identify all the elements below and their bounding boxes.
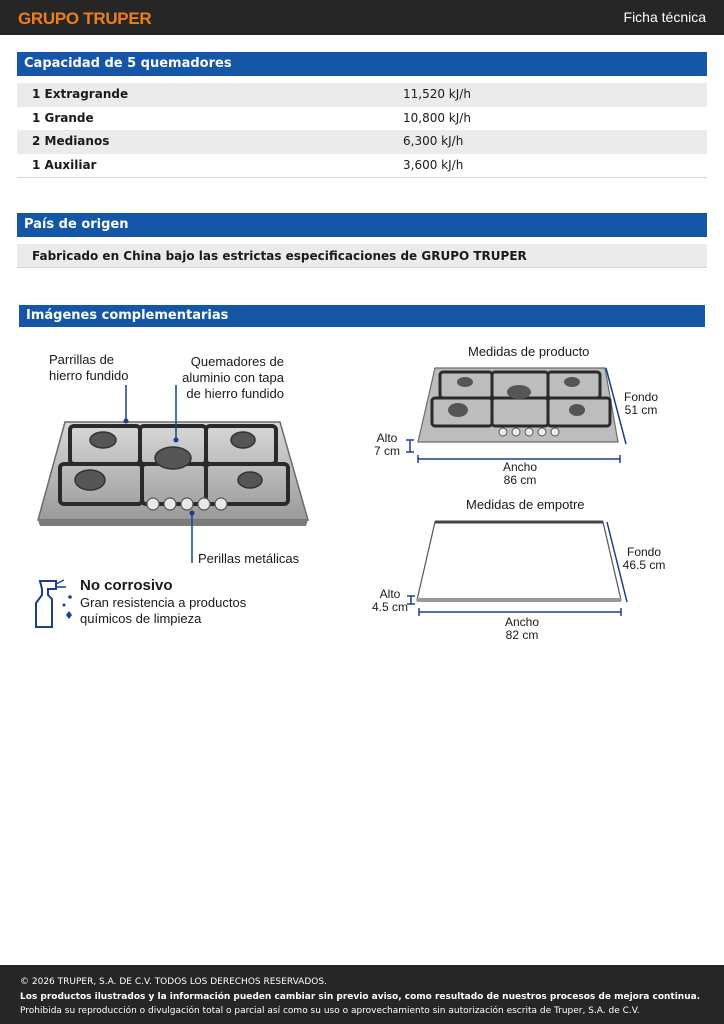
feature-title: No corrosivo [80, 577, 173, 594]
table-row [17, 83, 707, 107]
row-label: 1 Grande [32, 110, 94, 125]
footer-disclaimer: Los productos ilustrados y la información pueden cambiar sin previo aviso, como resultado de nuestros procesos de mejora continua. [20, 991, 701, 1002]
origin-text: Fabricado en China bajo las estrictas especificaciones de GRUPO TRUPER [17, 244, 707, 268]
callout-knobs: Perillas metálicas [198, 551, 300, 566]
table-row [17, 130, 707, 154]
product-ancho-label: Ancho 86 cm [502, 460, 538, 487]
product-dimensions-title: Medidas de producto [468, 344, 590, 359]
cutout-dimensions-title: Medidas de empotre [466, 497, 585, 512]
row-value: 10,800 kJ/h [403, 110, 471, 125]
spray-bottle-icon [30, 575, 78, 631]
row-value: 11,520 kJ/h [403, 87, 471, 101]
footer [0, 965, 724, 1024]
feature-description: Gran resistencia a productos químicos de limpieza [80, 595, 247, 626]
cutout-ancho-label: Ancho 82 cm [504, 615, 540, 642]
table-row [17, 154, 707, 178]
top-bar [0, 0, 724, 35]
row-value: 6,300 kJ/h [403, 134, 464, 148]
document-type: Ficha técnica [623, 9, 706, 25]
brand-logo: GRUPO TRUPER [18, 9, 152, 28]
cutout-alto-label: Alto 4.5 cm [372, 587, 409, 614]
section-title-origin: País de origen [17, 213, 707, 237]
table-divider [17, 177, 707, 178]
row-label: 1 Auxiliar [32, 157, 97, 172]
callout-grates: Parrillas de hierro fundido [49, 352, 129, 383]
footer-copyright: © 2026 TRUPER, S.A. DE C.V. TODOS LOS DERECHOS RESERVADOS. [20, 977, 327, 987]
row-label: 1 Extragrande [32, 87, 129, 101]
footer-legal: Prohibida su reproducción o divulgación total o parcial así como su uso o aprovechamiento sin autorización escrita de Truper, S.A. de C.V. [20, 1006, 640, 1016]
table-row [17, 107, 707, 131]
burners-table [17, 83, 707, 178]
callout-burners: Quemadores de aluminio con tapa de hierro fundido [182, 354, 284, 401]
cutout-dimension-diagram [405, 516, 640, 618]
row-label: 2 Medianos [32, 134, 110, 148]
section-title-burners: Capacidad de 5 quemadores [17, 52, 707, 76]
section-title-images: Imágenes complementarias [19, 305, 705, 327]
row-value: 3,600 kJ/h [403, 157, 464, 172]
product-alto-label: Alto 7 cm [373, 431, 400, 458]
callout-lines [120, 385, 200, 565]
product-fondo-label: Fondo 51 cm [623, 390, 659, 417]
cutout-fondo-label: Fondo 46.5 cm [622, 545, 666, 572]
